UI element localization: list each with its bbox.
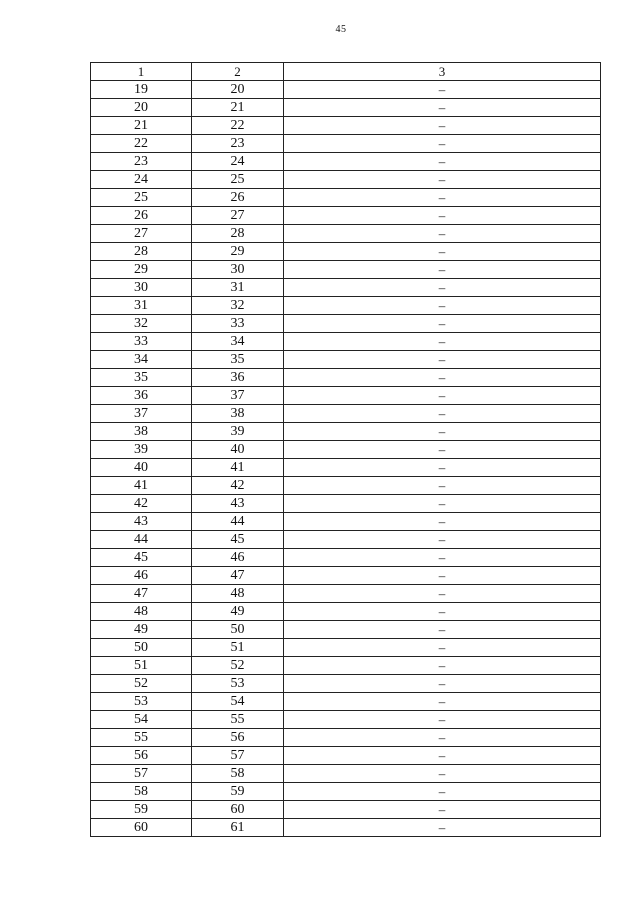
table-row xyxy=(91,333,601,351)
table-cell-col-1: 34 xyxy=(91,351,192,369)
table-cell-col-1: 20 xyxy=(91,99,192,117)
table-cell-col-2: 58 xyxy=(192,765,284,783)
table-row xyxy=(91,459,601,477)
table-cell-col-2: 20 xyxy=(192,81,284,99)
table-cell-col-1: 36 xyxy=(91,387,192,405)
table-cell-col-1: 50 xyxy=(91,639,192,657)
table-row xyxy=(91,423,601,441)
table-cell-col-3: – xyxy=(284,729,601,747)
table-cell-col-2: 25 xyxy=(192,171,284,189)
table-cell-col-1: 22 xyxy=(91,135,192,153)
table-cell-col-3: – xyxy=(284,117,601,135)
table-cell-col-2: 34 xyxy=(192,333,284,351)
table-cell-col-1: 57 xyxy=(91,765,192,783)
table-row xyxy=(91,99,601,117)
table-cell-col-3: – xyxy=(284,603,601,621)
table-cell-col-3: – xyxy=(284,243,601,261)
table-cell-col-2: 42 xyxy=(192,477,284,495)
table-cell-col-2: 54 xyxy=(192,693,284,711)
table-cell-col-2: 26 xyxy=(192,189,284,207)
table-cell-col-3: – xyxy=(284,171,601,189)
table-body xyxy=(91,63,601,837)
table-row xyxy=(91,639,601,657)
table-cell-col-3: – xyxy=(284,207,601,225)
table-cell-col-2: 44 xyxy=(192,513,284,531)
table-cell-col-3: – xyxy=(284,297,601,315)
table-row xyxy=(91,747,601,765)
table-cell-col-1: 45 xyxy=(91,549,192,567)
table-cell-col-2: 48 xyxy=(192,585,284,603)
table-cell-col-1: 54 xyxy=(91,711,192,729)
table-row xyxy=(91,207,601,225)
table-row xyxy=(91,693,601,711)
table-cell-col-3: – xyxy=(284,369,601,387)
table-cell-col-3: – xyxy=(284,621,601,639)
table-row xyxy=(91,297,601,315)
table-row xyxy=(91,189,601,207)
table-cell-col-1: 35 xyxy=(91,369,192,387)
column-header-3: 3 xyxy=(284,63,601,81)
table-cell-col-1: 48 xyxy=(91,603,192,621)
table-row xyxy=(91,279,601,297)
table-cell-col-2: 53 xyxy=(192,675,284,693)
column-header-2: 2 xyxy=(192,63,284,81)
table-cell-col-1: 32 xyxy=(91,315,192,333)
table-cell-col-2: 22 xyxy=(192,117,284,135)
table-cell-col-3: – xyxy=(284,477,601,495)
table-cell-col-2: 57 xyxy=(192,747,284,765)
table-cell-col-2: 59 xyxy=(192,783,284,801)
table-cell-col-1: 39 xyxy=(91,441,192,459)
table-cell-col-1: 55 xyxy=(91,729,192,747)
table-cell-col-2: 51 xyxy=(192,639,284,657)
table-cell-col-2: 39 xyxy=(192,423,284,441)
table-cell-col-3: – xyxy=(284,549,601,567)
table-cell-col-3: – xyxy=(284,657,601,675)
table-cell-col-2: 52 xyxy=(192,657,284,675)
table-cell-col-3: – xyxy=(284,819,601,837)
table-cell-col-3: – xyxy=(284,747,601,765)
table-row xyxy=(91,441,601,459)
table-cell-col-2: 61 xyxy=(192,819,284,837)
table-cell-col-3: – xyxy=(284,531,601,549)
table-cell-col-1: 24 xyxy=(91,171,192,189)
table-cell-col-2: 45 xyxy=(192,531,284,549)
table-cell-col-2: 21 xyxy=(192,99,284,117)
table-row xyxy=(91,405,601,423)
table-row xyxy=(91,315,601,333)
table-cell-col-3: – xyxy=(284,387,601,405)
table-cell-col-2: 36 xyxy=(192,369,284,387)
table-cell-col-3: – xyxy=(284,801,601,819)
table-cell-col-2: 41 xyxy=(192,459,284,477)
column-header-1: 1 xyxy=(91,63,192,81)
table-cell-col-1: 28 xyxy=(91,243,192,261)
table-cell-col-3: – xyxy=(284,765,601,783)
table-row xyxy=(91,531,601,549)
table-cell-col-3: – xyxy=(284,693,601,711)
table-cell-col-1: 25 xyxy=(91,189,192,207)
table-cell-col-1: 31 xyxy=(91,297,192,315)
table-cell-col-2: 47 xyxy=(192,567,284,585)
table-row xyxy=(91,585,601,603)
table-cell-col-1: 49 xyxy=(91,621,192,639)
table-row xyxy=(91,135,601,153)
table-cell-col-2: 37 xyxy=(192,387,284,405)
table-row xyxy=(91,801,601,819)
table-cell-col-1: 56 xyxy=(91,747,192,765)
table-cell-col-1: 27 xyxy=(91,225,192,243)
table-cell-col-1: 59 xyxy=(91,801,192,819)
table-cell-col-3: – xyxy=(284,423,601,441)
table-cell-col-1: 51 xyxy=(91,657,192,675)
table-cell-col-3: – xyxy=(284,189,601,207)
table-row xyxy=(91,621,601,639)
table-cell-col-1: 42 xyxy=(91,495,192,513)
table-cell-col-2: 24 xyxy=(192,153,284,171)
table-row xyxy=(91,477,601,495)
table-cell-col-1: 41 xyxy=(91,477,192,495)
table-row xyxy=(91,351,601,369)
table-cell-col-2: 32 xyxy=(192,297,284,315)
table-cell-col-2: 56 xyxy=(192,729,284,747)
table-cell-col-3: – xyxy=(284,495,601,513)
table-cell-col-1: 29 xyxy=(91,261,192,279)
data-table xyxy=(90,62,601,837)
table-cell-col-3: – xyxy=(284,639,601,657)
table-cell-col-1: 37 xyxy=(91,405,192,423)
table-row xyxy=(91,765,601,783)
table-cell-col-1: 38 xyxy=(91,423,192,441)
table-row xyxy=(91,495,601,513)
table-row xyxy=(91,675,601,693)
table-row xyxy=(91,153,601,171)
table-cell-col-1: 47 xyxy=(91,585,192,603)
table-cell-col-1: 21 xyxy=(91,117,192,135)
table-cell-col-2: 31 xyxy=(192,279,284,297)
table-row xyxy=(91,711,601,729)
table-cell-col-1: 19 xyxy=(91,81,192,99)
table-cell-col-2: 46 xyxy=(192,549,284,567)
table-cell-col-3: – xyxy=(284,225,601,243)
table-cell-col-3: – xyxy=(284,333,601,351)
table-row xyxy=(91,567,601,585)
table-cell-col-2: 35 xyxy=(192,351,284,369)
table-cell-col-2: 49 xyxy=(192,603,284,621)
table-cell-col-3: – xyxy=(284,261,601,279)
table-cell-col-3: – xyxy=(284,567,601,585)
table-cell-col-2: 28 xyxy=(192,225,284,243)
table-cell-col-3: – xyxy=(284,153,601,171)
table-row xyxy=(91,549,601,567)
table-cell-col-3: – xyxy=(284,459,601,477)
table-cell-col-2: 50 xyxy=(192,621,284,639)
table-row xyxy=(91,729,601,747)
table-cell-col-1: 52 xyxy=(91,675,192,693)
table-row xyxy=(91,819,601,837)
table-cell-col-3: – xyxy=(284,279,601,297)
table-row xyxy=(91,225,601,243)
table-cell-col-1: 46 xyxy=(91,567,192,585)
table-cell-col-2: 40 xyxy=(192,441,284,459)
table-row xyxy=(91,81,601,99)
table-cell-col-3: – xyxy=(284,513,601,531)
table-cell-col-1: 53 xyxy=(91,693,192,711)
table-cell-col-2: 55 xyxy=(192,711,284,729)
table-cell-col-3: – xyxy=(284,783,601,801)
table-cell-col-2: 23 xyxy=(192,135,284,153)
table-cell-col-2: 29 xyxy=(192,243,284,261)
table-row xyxy=(91,243,601,261)
table-cell-col-2: 33 xyxy=(192,315,284,333)
table-cell-col-1: 30 xyxy=(91,279,192,297)
table-row xyxy=(91,261,601,279)
table-cell-col-2: 27 xyxy=(192,207,284,225)
table-cell-col-3: – xyxy=(284,405,601,423)
table-row xyxy=(91,387,601,405)
table-header-row xyxy=(91,63,601,81)
table-cell-col-1: 58 xyxy=(91,783,192,801)
table-cell-col-1: 33 xyxy=(91,333,192,351)
table-cell-col-3: – xyxy=(284,315,601,333)
table-cell-col-1: 23 xyxy=(91,153,192,171)
table-cell-col-3: – xyxy=(284,675,601,693)
table-cell-col-1: 43 xyxy=(91,513,192,531)
table-row xyxy=(91,513,601,531)
page-number: 45 xyxy=(335,24,347,35)
table-cell-col-3: – xyxy=(284,135,601,153)
table-row xyxy=(91,369,601,387)
table-cell-col-2: 60 xyxy=(192,801,284,819)
table-cell-col-3: – xyxy=(284,99,601,117)
table-cell-col-3: – xyxy=(284,585,601,603)
table-cell-col-2: 30 xyxy=(192,261,284,279)
table-row xyxy=(91,171,601,189)
table-cell-col-1: 60 xyxy=(91,819,192,837)
table-cell-col-3: – xyxy=(284,711,601,729)
table-row xyxy=(91,657,601,675)
table-cell-col-3: – xyxy=(284,441,601,459)
table-cell-col-1: 40 xyxy=(91,459,192,477)
table-cell-col-2: 38 xyxy=(192,405,284,423)
table-row xyxy=(91,117,601,135)
table-cell-col-3: – xyxy=(284,81,601,99)
table-cell-col-1: 26 xyxy=(91,207,192,225)
table-cell-col-3: – xyxy=(284,351,601,369)
table-cell-col-1: 44 xyxy=(91,531,192,549)
table-row xyxy=(91,603,601,621)
table-cell-col-2: 43 xyxy=(192,495,284,513)
table-row xyxy=(91,783,601,801)
